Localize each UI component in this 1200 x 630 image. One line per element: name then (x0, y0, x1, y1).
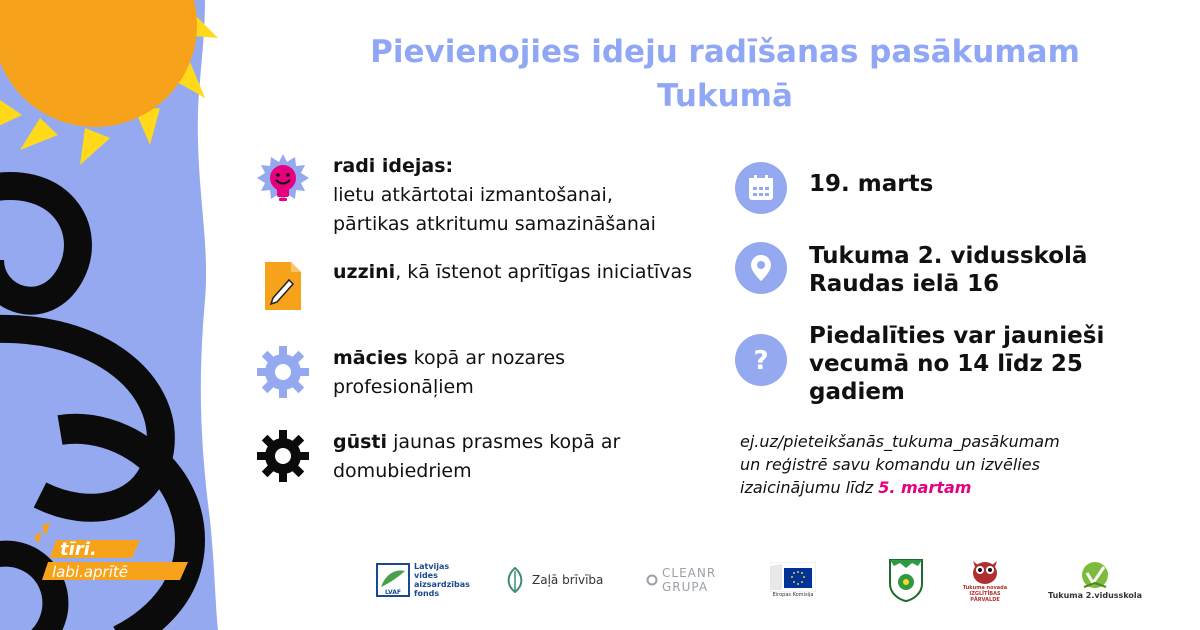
calendar-icon (735, 162, 787, 214)
title-line-2: Tukumā (657, 78, 793, 114)
event-eligibility: Piedalīties var jaunieši vecumā no 14 līdz 25 gadiem (809, 323, 1105, 405)
partner-logos (370, 552, 1150, 608)
school-check-icon (1078, 561, 1112, 591)
lightbulb-smile-icon (255, 152, 311, 208)
feature-ideas-bold: radi idejas: (333, 155, 454, 177)
question-mark-icon (735, 334, 787, 386)
feature-ideas (255, 152, 693, 239)
tukums-education-board-logo (960, 552, 1010, 608)
info-eligibility (735, 322, 1129, 406)
brand-logo-icon (28, 522, 198, 592)
document-pencil-icon (255, 258, 311, 314)
lvaf-abbr: LVAF (385, 589, 401, 596)
registration-text: un reģistrē savu komandu un izvēlies izaicinājumu līdz (740, 455, 1040, 497)
cleanr-logo (646, 552, 716, 608)
feature-skills-text: jaunas prasmes kopā ar domubiedriem (333, 431, 621, 482)
coat-of-arms-icon (888, 558, 924, 602)
brand-word2: labi.aprītē (52, 563, 128, 581)
gear-light-icon (255, 344, 311, 400)
registration-info (740, 430, 1120, 499)
title-line-1: Pievienojies ideju radīšanas pasākumam (370, 34, 1080, 70)
tukuma-2-vidusskola-logo (1048, 552, 1142, 608)
registration-link[interactable]: ej.uz/pieteikšanās_tukuma_pasākumam (740, 432, 1060, 451)
feature-study-text: kopā ar nozares profesionāļiem (333, 347, 566, 398)
zala-text: Zaļā brīvība (532, 573, 604, 587)
event-location: Tukuma 2. vidusskolā Raudas ielā 16 (809, 243, 1088, 297)
lvaf-logo (376, 552, 470, 608)
info-location (735, 242, 1109, 298)
leaf-icon (504, 567, 526, 593)
brand-word1: tīri. (60, 539, 97, 560)
cleanr-text-1: CLEANR (662, 566, 717, 580)
page-title (300, 30, 1150, 118)
feature-learn-bold: uzzini (333, 261, 396, 283)
t2v-text: Tukuma 2.vidusskola (1048, 590, 1143, 600)
event-date: 19. marts (809, 171, 934, 197)
cleanr-ring-icon (646, 574, 658, 586)
info-date (735, 162, 1129, 214)
location-pin-icon (735, 242, 787, 294)
ek-text: Eiropas Komisija (772, 592, 814, 598)
feature-learn-about (255, 258, 693, 314)
lvaf-emblem-icon (376, 563, 410, 597)
feature-ideas-text: lietu atkārtotai izmantošanai, pārtikas atkritumu samazināšanai (333, 184, 656, 235)
feature-skills (255, 428, 693, 486)
zala-briviba-logo (504, 552, 603, 608)
tukums-coat-of-arms (888, 552, 924, 608)
feature-skills-bold: gūsti (333, 431, 388, 453)
eu-flag-icon (770, 562, 816, 592)
cleanr-text-2: GRUPA (662, 580, 709, 594)
tizp-text: Tukuma novada IZGLĪTĪBAS PĀRVALDE (962, 585, 1008, 603)
lvaf-text: Latvijas vides aizsardzības fonds (414, 562, 470, 598)
tiri-labi-aprite-logo (28, 522, 198, 592)
european-commission-logo (770, 552, 816, 608)
feature-study (255, 344, 693, 402)
svg-text:?: ? (753, 346, 769, 375)
feature-learn-text: , kā īstenot aprītīgas iniciatīvas (395, 261, 693, 283)
registration-deadline: 5. martam (878, 478, 972, 497)
feature-study-bold: mācies (333, 347, 408, 369)
owl-icon (965, 557, 1005, 585)
gear-dark-icon (255, 428, 311, 484)
